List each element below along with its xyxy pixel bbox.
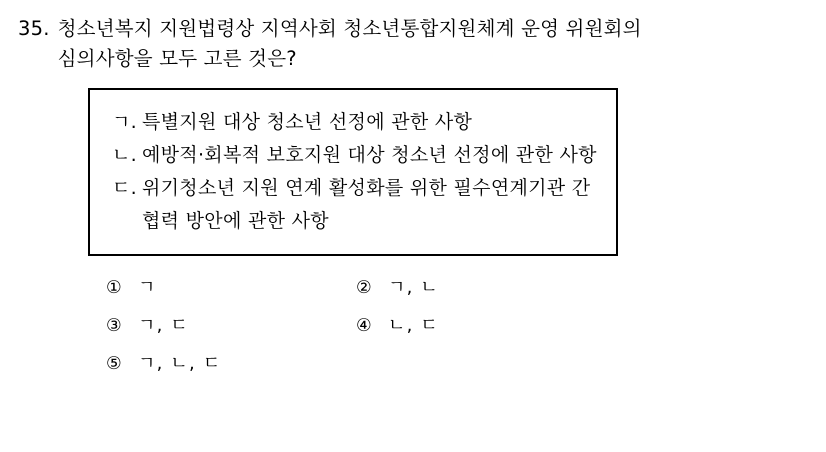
statement-text: 위기청소년 지원 연계 활성화를 위한 필수연계기관 간 협력 방안에 관한 사항 (142, 177, 591, 232)
statement-marker: ㄴ. (112, 144, 137, 166)
statement-marker: ㄷ. (112, 177, 137, 199)
statement-item (112, 172, 606, 238)
statement-text: 특별지원 대상 청소년 선정에 관한 사항 (142, 111, 473, 133)
statement-marker: ㄱ. (112, 111, 137, 133)
choice-label: ㄱ, ㄴ (388, 277, 440, 298)
question-number: 35. (18, 17, 50, 40)
choice-label: ㄱ, ㄷ (138, 315, 190, 336)
choice-label: ㄴ, ㄷ (388, 315, 440, 336)
statement-text: 예방적·회복적 보호지원 대상 청소년 선정에 관한 사항 (142, 144, 597, 166)
statement-item (112, 106, 606, 139)
choice-option-1[interactable] (106, 274, 356, 302)
choice-option-4[interactable] (356, 312, 606, 340)
choice-number: ② (356, 278, 373, 298)
choice-number: ⑤ (106, 354, 123, 374)
question-text: 청소년복지 지원법령상 지역사회 청소년통합지원체계 운영 위원회의 심의사항을 모두 고른 것은? (57, 17, 642, 70)
choice-number: ④ (356, 316, 373, 336)
choice-number: ① (106, 278, 123, 298)
statement-item (112, 139, 606, 172)
answer-choices (18, 274, 808, 378)
choice-label: ㄱ, ㄴ, ㄷ (138, 353, 222, 374)
choice-label: ㄱ (138, 277, 157, 298)
statement-box (88, 88, 618, 256)
question-stem (18, 14, 808, 74)
choice-option-3[interactable] (106, 312, 356, 340)
statement-box-wrapper (18, 88, 808, 256)
choice-option-2[interactable] (356, 274, 606, 302)
choice-option-5[interactable] (106, 350, 356, 378)
choice-number: ③ (106, 316, 123, 336)
